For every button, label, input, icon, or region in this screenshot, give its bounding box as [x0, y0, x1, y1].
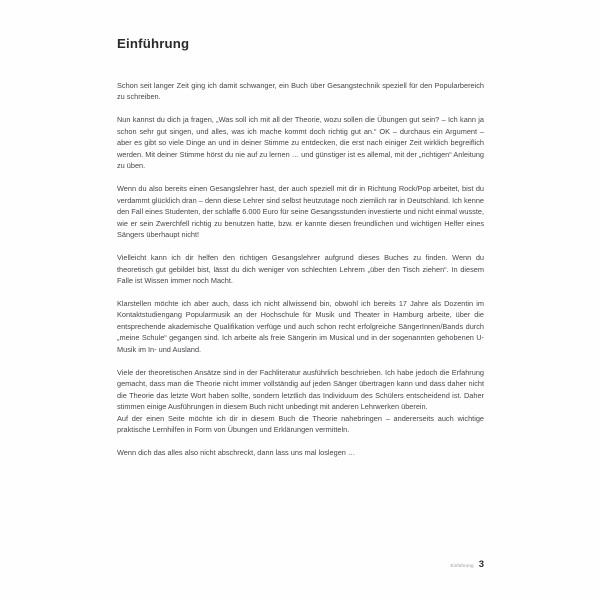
body-paragraph: Nun kannst du dich ja fragen, „Was soll ich mit all der Theorie, wozu sollen die Übungen gut sein? – Ich kann ja schon sehr gut singen, und alles, was ich mache kommt doch richtig gut an.“ OK – durchaus ein Argument – aber es gibt so viele Dinge an und in deiner Stimme zu entdecken, die erst nach einiger Zeit wirklich begreiflich werden. Mit deiner Stimme hörst du nie auf zu lernen … und günstiger ist es allemal, mit der „richtigen“ Anleitung zu üben.: [117, 115, 484, 171]
body-paragraph: Klarstellen möchte ich aber auch, dass ich nicht allwissend bin, obwohl ich bereits 17 Jahre als Dozentin im Kontaktstudiengang Popularmusik an der Hochschule für Musik und Theater in Hamburg arbeite, über die entsprechende akademische Qualifikation verfüge und auch schon recht erfolgreiche SängerInnen/Bands durch „meine Schule“ gegangen sind. Ich arbeite als freie Sängerin im Musical und in der sogenannten gehobenen U-Musik im In- und Ausland.: [117, 298, 484, 354]
body-paragraph: Auf der einen Seite möchte ich dir in diesem Buch die Theorie nahebringen – andererseits auch wichtige praktische Lernhilfen in Form von Übungen und Erklärungen vermitteln.: [117, 413, 484, 435]
body-paragraph: Schon seit langer Zeit ging ich damit schwanger, ein Buch über Gesangstechnik speziell für den Popularbereich zu schreiben.: [117, 80, 484, 102]
page-content: [117, 36, 484, 470]
footer-chapter-label: Einführung: [450, 563, 474, 568]
footer-page-number: 3: [478, 559, 484, 570]
body-paragraph: Viele der theoretischen Ansätze sind in der Fachliteratur ausführlich beschrieben. Ich habe jedoch die Erfahrung gemacht, dass man die Theorie nicht immer vollständig auf jeden Sänger übertragen kann und dass daher nicht die Theorie das letzte Wort haben sollte, sondern letztlich das Individuum des Schülers entscheidend ist. Daher stimmen einige Ausführungen in diesem Buch nicht unbedingt mit anderen Lehrwerken überein.: [117, 367, 484, 412]
page-footer: [117, 559, 484, 570]
page-title: Einführung: [117, 36, 190, 51]
body-paragraph: Vielleicht kann ich dir helfen den richtigen Gesangslehrer aufgrund dieses Buches zu finden. Wenn du theoretisch gut gebildet bist, lässt du dich weniger von schlechten Lehrern „über den Tisch ziehen“. In diesem Falle ist Wissen immer noch Macht.: [117, 252, 484, 286]
body-paragraph: Wenn dich das alles also nicht abschreckt, dann lass uns mal loslegen …: [117, 448, 356, 458]
body-paragraph: Wenn du also bereits einen Gesangslehrer hast, der auch speziell mit dir in Richtung Rock/Pop arbeitet, bist du verdammt glücklich dran – denn diese Lehrer sind selbst heutzutage noch ziemlich rar in Deutschland. Ich kenne den Fall eines Studenten, der schlaffe 6.000 Euro für seine Gesangsstunden investierte und nicht einmal wusste, wie er sein Zwerchfell richtig zu benutzen hatte, bzw. er kannte diesen freundlichen und wichtigen Helfer eines Sängers überhaupt nicht!: [117, 184, 484, 240]
